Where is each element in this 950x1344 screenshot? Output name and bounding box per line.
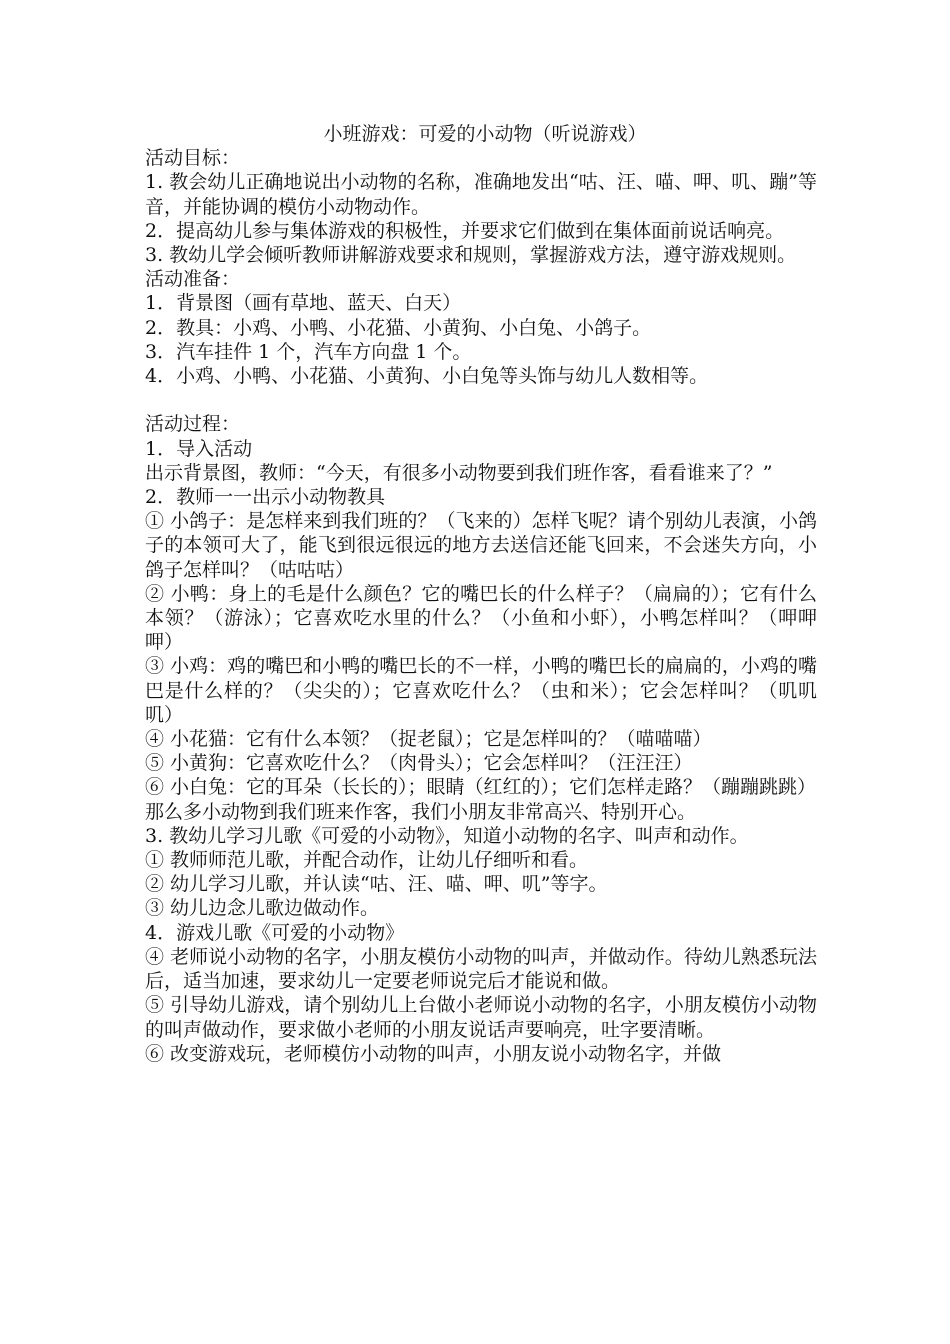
paragraph: ③ 幼儿边念儿歌边做动作。 [145,897,380,920]
paragraph: 活动过程： [145,413,241,436]
paragraph: 1. 教会幼儿正确地说出小动物的名称，准确地发出“咕、汪、喵、呷、叽、蹦”等音，并能协调的模仿小动物动作。 [145,171,817,218]
paragraph: ④ 小花猫：它有什么本领？（捉老鼠）；它是怎样叫的？（喵喵喵） [145,728,712,751]
paragraph: 2．教具：小鸡、小鸭、小花猫、小黄狗、小白兔、小鸽子。 [145,316,652,339]
paragraph: 2．教师一一出示小动物教具 [145,486,386,509]
paragraph: ① 小鸽子：是怎样来到我们班的？（飞来的）怎样飞呢？请个别幼儿表演，小鸽子的本领可大了，能飞到很远很远的地方去送信还能飞回来，不会迷失方向，小鸽子怎样叫？（咕咕咕） [145,510,817,581]
blank-line [145,388,817,412]
paragraph: 那么多小动物到我们班来作客，我们小朋友非常高兴、特别开心。 [145,800,697,823]
paragraph: 1．导入活动 [145,437,253,460]
document-page [145,122,817,1066]
paragraph: 3．汽车挂件 1 个，汽车方向盘 1 个。 [145,340,472,363]
paragraph: 3. 教幼儿学习儿歌《可爱的小动物》，知道小动物的名字、叫声和动作。 [145,824,749,847]
paragraph: 3. 教幼儿学会倾听教师讲解游戏要求和规则，掌握游戏方法，遵守游戏规则。 [145,244,797,267]
paragraph: 活动目标： [145,147,241,170]
paragraph: 出示背景图，教师：“今天，有很多小动物要到我们班作客，看看谁来了？” [145,461,773,484]
paragraph: ⑤ 引导幼儿游戏，请个别幼儿上台做小老师说小动物的名字，小朋友模仿小动物的叫声做动作，要求做小老师的小朋友说话声要响亮，吐字要清晰。 [145,994,817,1041]
paragraph: ⑥ 改变游戏玩，老师模仿小动物的叫声，小朋友说小动物名字，并做 [145,1042,722,1065]
document-title: 小班游戏：可爱的小动物（听说游戏） [323,123,647,145]
paragraph: ⑤ 小黄狗：它喜欢吃什么？（肉骨头）；它会怎样叫？（汪汪汪） [145,752,693,775]
paragraph: ⑥ 小白兔：它的耳朵（长长的）；眼睛（红红的）；它们怎样走路？（蹦蹦跳跳） [145,776,817,799]
paragraph: 4．小鸡、小鸭、小花猫、小黄狗、小白兔等头饰与幼儿人数相等。 [145,365,709,388]
document-body [145,146,817,1066]
paragraph: ① 教师师范儿歌，并配合动作，让幼儿仔细听和看。 [145,849,589,872]
paragraph: ② 幼儿学习儿歌，并认读“咕、汪、喵、呷、叽”等字。 [145,873,608,896]
paragraph: ③ 小鸡：鸡的嘴巴和小鸭的嘴巴长的不一样，小鸭的嘴巴长的扁扁的，小鸡的嘴巴是什么样的？（尖尖的）；它喜欢吃什么？（虫和米）；它会怎样叫？（叽叽叽） [145,655,817,726]
paragraph: ④ 老师说小动物的名字，小朋友模仿小动物的叫声，并做动作。待幼儿熟悉玩法后，适当加速，要求幼儿一定要老师说完后才能说和做。 [145,945,817,993]
paragraph: 1．背景图（画有草地、蓝天、白天） [145,292,462,315]
paragraph: ② 小鸭：身上的毛是什么颜色？它的嘴巴长的什么样子？（扁扁的）；它有什么本领？（游泳）；它喜欢吃水里的什么？（小鱼和小虾），小鸭怎样叫？（呷呷呷） [145,582,817,654]
paragraph: 活动准备： [145,268,241,291]
paragraph: 2．提高幼儿参与集体游戏的积极性，并要求它们做到在集体面前说话响亮。 [145,219,785,242]
paragraph: 4．游戏儿歌《可爱的小动物》 [145,921,405,944]
